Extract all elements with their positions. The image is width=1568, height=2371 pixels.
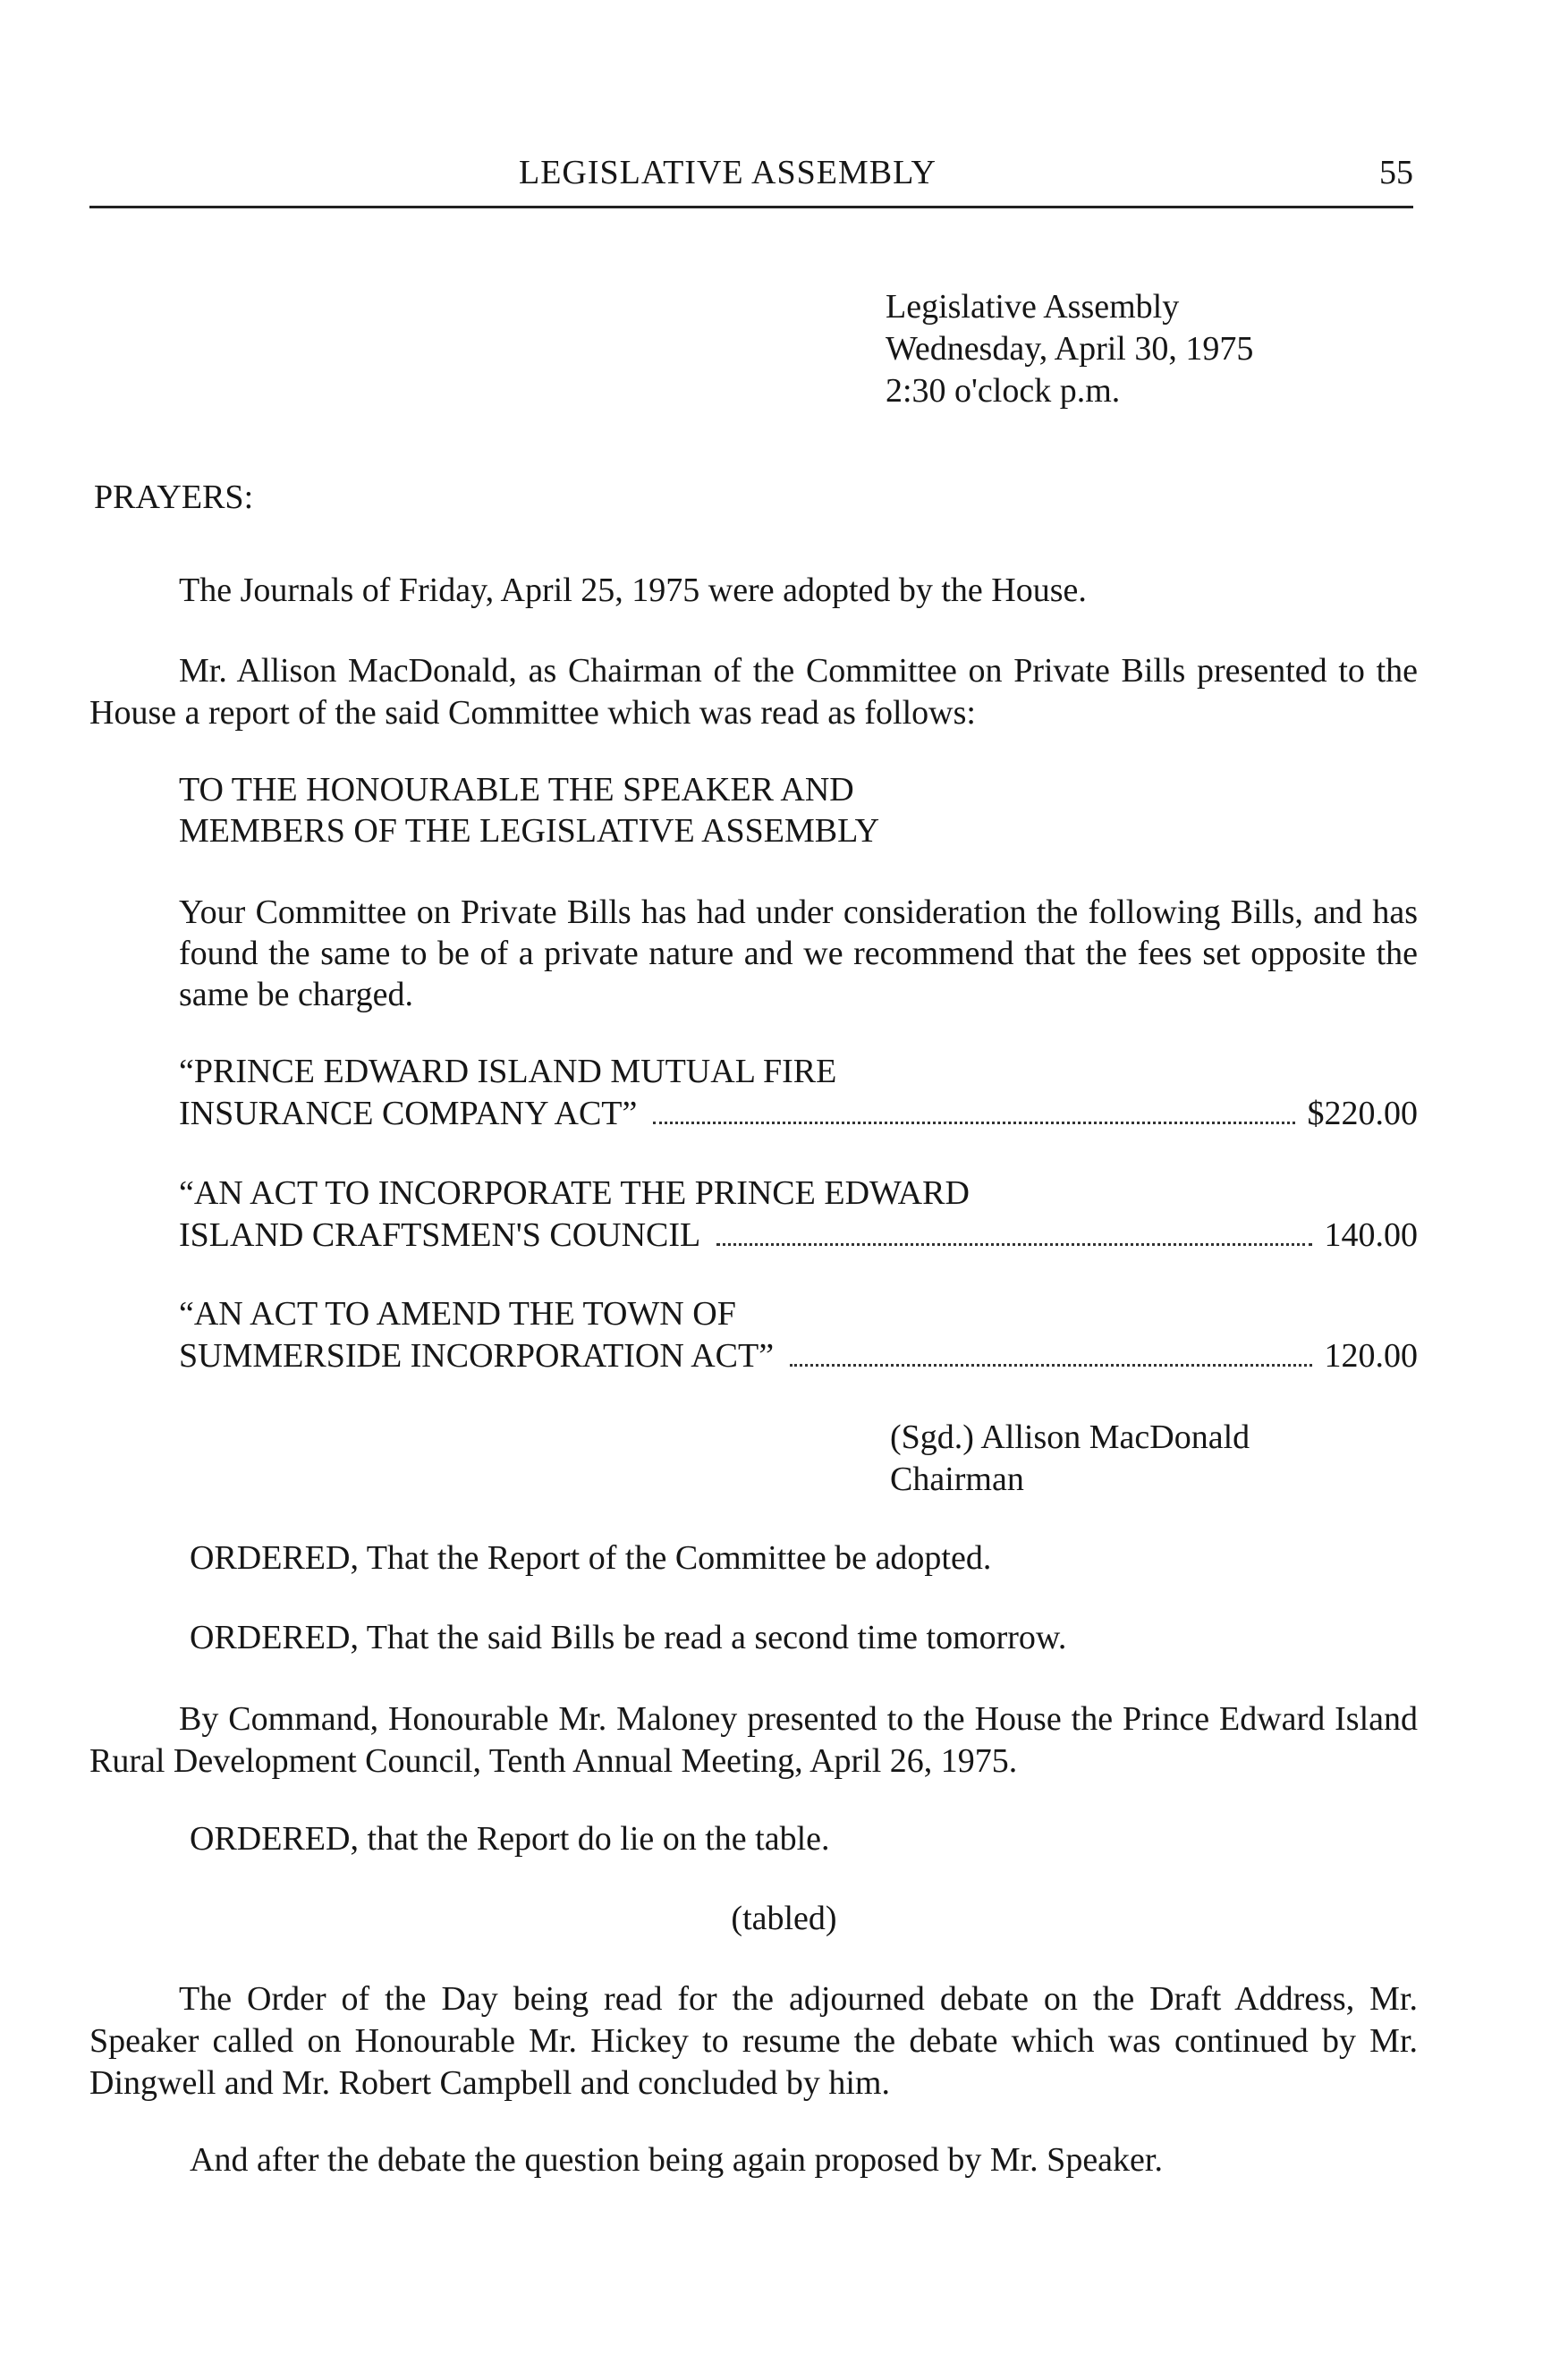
- ordered-second-reading: ORDERED, That the said Bills be read a second time tomorrow.: [190, 1619, 1067, 1656]
- signature-name: (Sgd.) Allison MacDonald: [890, 1418, 1250, 1456]
- bill-title-line-2: SUMMERSIDE INCORPORATION ACT”: [179, 1337, 775, 1375]
- by-command-paragraph: [89, 1698, 1418, 1782]
- ordered-lie-on-table: ORDERED, that the Report do lie on the table.: [190, 1820, 830, 1858]
- bill-fee-item: [179, 1293, 1418, 1377]
- dateline-date: Wednesday, April 30, 1975: [886, 330, 1254, 368]
- journals-adopted-text: The Journals of Friday, April 25, 1975 were adopted by the House.: [179, 572, 1087, 609]
- dateline-time: 2:30 o'clock p.m.: [886, 372, 1121, 410]
- running-head-title: LEGISLATIVE ASSEMBLY: [519, 154, 937, 191]
- committee-intro-paragraph: [89, 650, 1418, 734]
- committee-intro-text: Mr. Allison MacDonald, as Chairman of the Committee on Private Bills presented to the House a report of the said Committee which was read as follows:: [89, 652, 1418, 732]
- prayers-heading: PRAYERS:: [94, 478, 254, 516]
- bill-fee: 120.00: [1324, 1337, 1418, 1375]
- dateline-assembly: Legislative Assembly: [886, 288, 1180, 326]
- dateline: [886, 286, 1253, 412]
- running-head: [89, 152, 1413, 208]
- dot-leader: [790, 1364, 1311, 1367]
- ordered-report-adopted: ORDERED, That the Report of the Committee be adopted.: [190, 1539, 992, 1577]
- journals-adopted-paragraph: [89, 570, 1418, 612]
- bill-fee-item: [179, 1173, 1418, 1257]
- address-line-2: MEMBERS OF THE LEGISLATIVE ASSEMBLY: [179, 812, 880, 850]
- bill-title-line-1: “PRINCE EDWARD ISLAND MUTUAL FIRE: [179, 1053, 837, 1090]
- after-debate-line: And after the debate the question being again proposed by Mr. Speaker.: [190, 2141, 1163, 2179]
- bill-fee: 140.00: [1324, 1216, 1418, 1254]
- bill-fee: $220.00: [1307, 1095, 1418, 1132]
- signature-title: Chairman: [890, 1461, 1024, 1498]
- address-line-1: TO THE HONOURABLE THE SPEAKER AND: [179, 771, 854, 809]
- signature-block: [890, 1417, 1250, 1501]
- page-number: 55: [1379, 154, 1413, 191]
- report-text: Your Committee on Private Bills has had under consideration the following Bills, and has found the same to be of a private nature and we recommend that the fees set opposite the same be charged.: [179, 893, 1418, 1013]
- dot-leader: [653, 1122, 1294, 1124]
- by-command-text: By Command, Honourable Mr. Maloney presented to the House the Prince Edward Island Rural Development Council, Tenth Annual Meeting, April 26, 1975.: [89, 1700, 1418, 1780]
- bill-title-line-1: “AN ACT TO AMEND THE TOWN OF: [179, 1295, 736, 1333]
- order-of-day-text: The Order of the Day being read for the adjourned debate on the Draft Address, Mr. Speaker called on Honourable Mr. Hickey to resume the debate which was continued by Mr. Dingwell and Mr. Robert Campbell and concluded by him.: [89, 1980, 1418, 2102]
- order-of-day-paragraph: [89, 1978, 1418, 2104]
- bill-title-line-1: “AN ACT TO INCORPORATE THE PRINCE EDWARD: [179, 1174, 970, 1212]
- bill-title-line-2: INSURANCE COMPANY ACT”: [179, 1095, 638, 1132]
- bill-fee-item: [179, 1051, 1418, 1135]
- tabled-note: (tabled): [731, 1900, 837, 1937]
- dot-leader: [716, 1243, 1311, 1246]
- bill-title-line-2: ISLAND CRAFTSMEN'S COUNCIL: [179, 1216, 701, 1254]
- report-address: [179, 769, 879, 851]
